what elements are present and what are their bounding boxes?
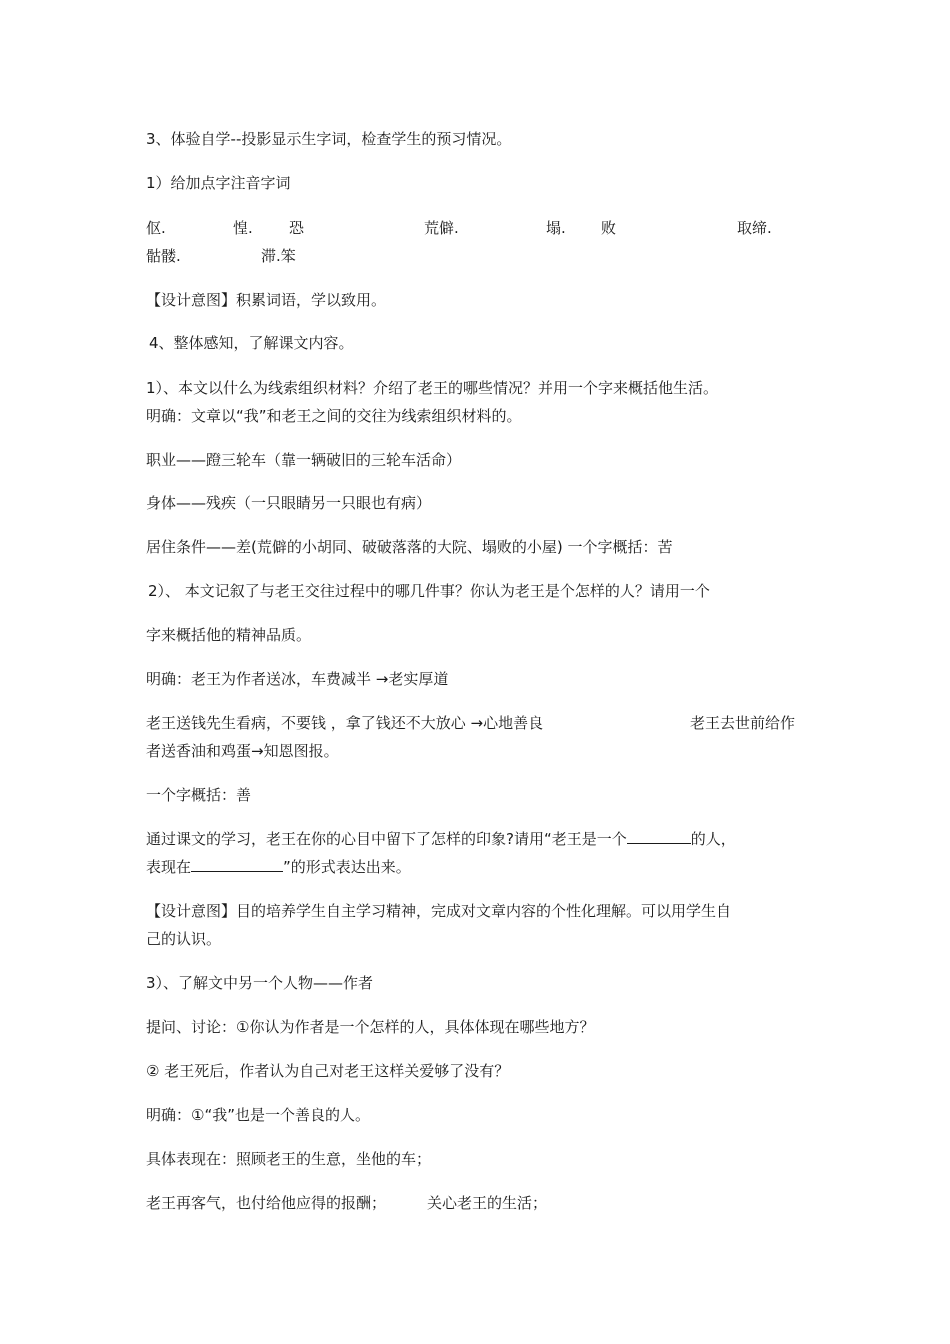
- question-2: 2）、 本文记叙了与老王交往过程中的哪几件事？你认为老王是个怎样的人？请用一个: [148, 582, 710, 600]
- subsection-1-heading: 1）给加点字注音字词: [146, 174, 291, 192]
- fill-blank: [627, 829, 691, 844]
- answer-author-3-b: 关心老王的生活；: [427, 1194, 548, 1212]
- vocab-word: 荒僻.: [424, 219, 459, 237]
- answer-3-b: 老王去世前给作: [690, 714, 796, 732]
- question-2-cont: 字来概括他的精神品质。: [146, 626, 312, 644]
- answer-3-cont: 者送香油和鸡蛋→知恩图报。: [146, 742, 339, 760]
- detail-living: 居住条件——差(荒僻的小胡同、破破落落的大院、塌败的小屋) 一个字概括：苦: [146, 538, 673, 556]
- section-3-title: 3、体验自学--投影显示生字词，检查学生的预习情况。: [146, 130, 512, 148]
- answer-author-2: 具体表现在：照顾老王的生意，坐他的车；: [146, 1150, 432, 1168]
- answer-3: 老王送钱先生看病，不要钱 ，拿了钱还不大放心 →心地善良: [146, 714, 544, 732]
- question-1: 1）、本文以什么为线索组织材料？介绍了老王的哪些情况？并用一个字来概括他生活。: [146, 379, 719, 397]
- impression-text: ”的形式表达出来。: [283, 858, 411, 876]
- vocab-word: 恐: [289, 219, 305, 237]
- discussion-2: ② 老王死后，作者认为自己对老王这样关爱够了没有？: [146, 1062, 510, 1080]
- impression-text: 通过课文的学习，老王在你的心目中留下了怎样的印象?请用“老王是一个: [146, 830, 627, 848]
- design-intent-note-cont: 己的认识。: [146, 930, 222, 948]
- impression-text: 的人，: [690, 830, 736, 848]
- vocab-word: 塌.: [546, 219, 566, 237]
- vocab-word: 伛.: [146, 219, 166, 237]
- fill-blank: [191, 857, 283, 872]
- discussion-1: 提问、讨论：①你认为作者是一个怎样的人，具体体现在哪些地方？: [146, 1018, 595, 1036]
- question-3: 3）、了解文中另一个人物——作者: [146, 974, 374, 992]
- impression-prompt: [146, 829, 736, 849]
- vocab-word: 取缔.: [737, 219, 772, 237]
- impression-text: 表现在: [146, 858, 192, 876]
- vocab-word: 滞.笨: [261, 247, 296, 265]
- vocab-word: 惶.: [233, 219, 253, 237]
- impression-prompt-cont: [146, 857, 411, 877]
- detail-occupation: 职业——蹬三轮车（靠一辆破旧的三轮车活命）: [146, 451, 462, 469]
- answer-1: 明确：文章以“我”和老王之间的交往为线索组织材料的。: [146, 407, 522, 425]
- vocab-word: 骷髅.: [146, 247, 181, 265]
- answer-author-1: 明确：①“我”也是一个善良的人。: [146, 1106, 370, 1124]
- answer-author-3: 老王再客气，也付给他应得的报酬；: [146, 1194, 387, 1212]
- one-word-summary: 一个字概括：善: [146, 786, 252, 804]
- section-4-title: 4、整体感知，了解课文内容。: [149, 334, 354, 352]
- design-intent-note: 【设计意图】积累词语，学以致用。: [146, 291, 387, 309]
- answer-2: 明确：老王为作者送冰，车费减半 →老实厚道: [146, 670, 449, 688]
- detail-body: 身体——残疾（一只眼睛另一只眼也有病）: [146, 494, 432, 512]
- design-intent-note: 【设计意图】目的培养学生自主学习精神，完成对文章内容的个性化理解。可以用学生自: [146, 902, 732, 920]
- vocab-word: 败: [601, 219, 617, 237]
